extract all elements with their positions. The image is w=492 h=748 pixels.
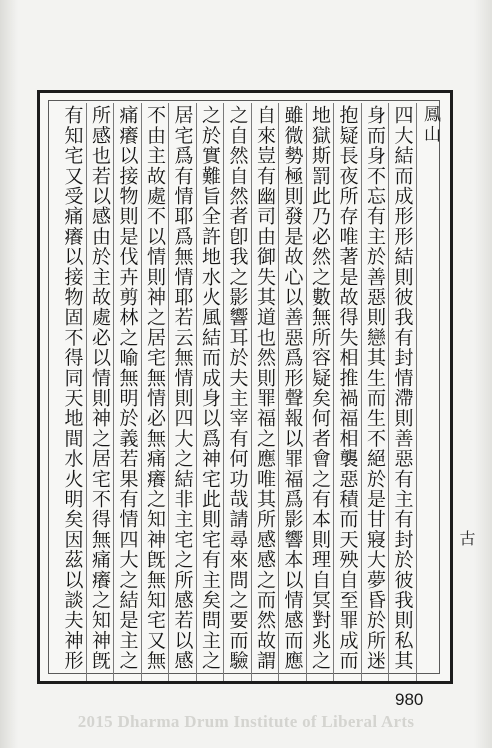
text-column-12: 所感也若以感由於主故處必以情則神之居宅不得無痛癢之知神旣 xyxy=(86,103,114,681)
running-title: 鳳山 xyxy=(416,103,444,681)
page-number: 980 xyxy=(395,690,424,709)
text-column-5: 雖微勢極則發是故心以善惡爲形聲報以罪福爲影響本以情感而應 xyxy=(278,103,306,681)
text-columns xyxy=(57,103,443,681)
text-column-9: 居宅爲有情耶爲無情耶若云無情則四大之結非主宅之所感若以感 xyxy=(168,103,196,681)
margin-label: 古 xyxy=(457,530,476,546)
text-column-7: 之自然自然者卽我之影響耳於夫主宰有何功哉請尋來問之要而驗 xyxy=(223,103,251,681)
text-column-11: 痛癢以接物則是伐卉剪林之喻無明於義若果有情四大之結是主之 xyxy=(113,103,141,681)
text-column-13: 有知宅又受痛癢以接物固不得同天地間水火明矣因茲以談夫神形 xyxy=(61,105,84,671)
text-column-8: 之於實難旨全許地水火風結而成身以爲神宅此則宅有主矣問主之 xyxy=(196,103,224,681)
text-column-6: 自來豈有幽司由御失其道也然則罪福之應唯其所感感之而然故謂 xyxy=(251,103,279,681)
text-column-2: 身而身不忘有主於善惡則戀其生而生不絕於是甘寢大夢昏於所迷 xyxy=(361,103,389,681)
watermark: 2015 Dharma Drum Institute of Liberal Arts xyxy=(77,712,415,731)
text-column-4: 地獄斯罰此乃必然之數無所容疑矣何者會之有本則理自冥對兆之 xyxy=(306,103,334,681)
text-column-10: 不由主故處不以情則神之居宅無情必無痛癢之知神旣無知宅又無 xyxy=(141,103,169,681)
text-column-1: 四大結而成形形結則彼我有封情滯則善惡有主有封於彼我則私其 xyxy=(388,103,416,681)
text-column-3: 抱疑長夜所存唯著是故得失相推禍福相襲惡積而天殃自至罪成而 xyxy=(333,103,361,681)
